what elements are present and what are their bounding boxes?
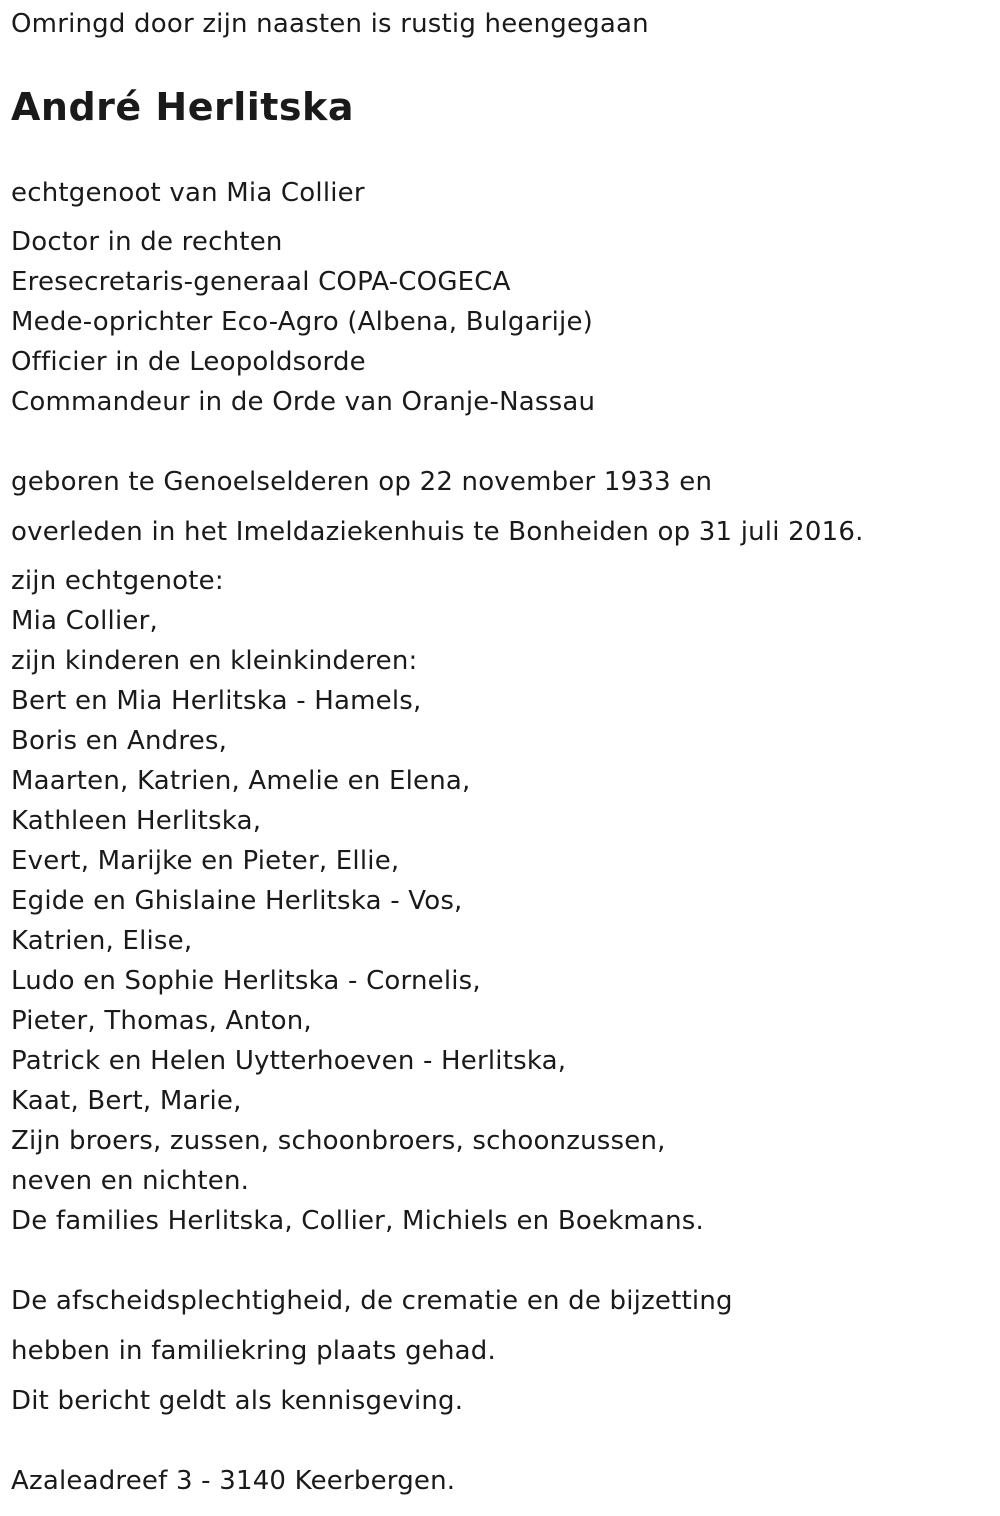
family-line: Kathleen Herlitska, <box>11 806 262 836</box>
title-item: Officier in de Leopoldsorde <box>11 347 366 377</box>
family-line: Egide en Ghislaine Herlitska - Vos, <box>11 886 463 916</box>
ceremony-line: De afscheidsplechtigheid, de crematie en de bijzetting <box>11 1286 733 1316</box>
family-line: neven en nichten. <box>11 1166 250 1196</box>
family-line: zijn echtgenote: <box>11 566 224 596</box>
family-line: Zijn broers, zussen, schoonbroers, schoonzussen, <box>11 1126 666 1156</box>
family-line: Patrick en Helen Uytterhoeven - Herlitska, <box>11 1046 567 1076</box>
family-line: Bert en Mia Herlitska - Hamels, <box>11 686 422 716</box>
spouse-line: echtgenoot van Mia Collier <box>11 178 365 208</box>
birth-line: geboren te Genoelselderen op 22 november 1933 en <box>11 467 713 497</box>
ceremony-line: Dit bericht geldt als kennisgeving. <box>11 1386 464 1416</box>
ceremony-line: hebben in familiekring plaats gehad. <box>11 1336 496 1366</box>
family-line: Kaat, Bert, Marie, <box>11 1086 242 1116</box>
title-item: Doctor in de rechten <box>11 227 283 257</box>
family-line: Pieter, Thomas, Anton, <box>11 1006 312 1036</box>
family-line: Evert, Marijke en Pieter, Ellie, <box>11 846 400 876</box>
intro-text: Omringd door zijn naasten is rustig heengegaan <box>11 9 649 39</box>
family-line: Maarten, Katrien, Amelie en Elena, <box>11 766 471 796</box>
family-line: Ludo en Sophie Herlitska - Cornelis, <box>11 966 481 996</box>
title-item: Commandeur in de Orde van Oranje-Nassau <box>11 387 596 417</box>
address-line: Azaleadreef 3 - 3140 Keerbergen. <box>11 1466 456 1496</box>
death-line: overleden in het Imeldaziekenhuis te Bonheiden op 31 juli 2016. <box>11 517 864 547</box>
family-line: Katrien, Elise, <box>11 926 193 956</box>
family-line: Boris en Andres, <box>11 726 228 756</box>
family-line: Mia Collier, <box>11 606 158 636</box>
deceased-name: André Herlitska <box>11 85 354 129</box>
family-line: zijn kinderen en kleinkinderen: <box>11 646 418 676</box>
family-line: De families Herlitska, Collier, Michiels en Boekmans. <box>11 1206 704 1236</box>
title-item: Mede-oprichter Eco-Agro (Albena, Bulgarije) <box>11 307 593 337</box>
title-item: Eresecretaris-generaal COPA-COGECA <box>11 267 511 297</box>
